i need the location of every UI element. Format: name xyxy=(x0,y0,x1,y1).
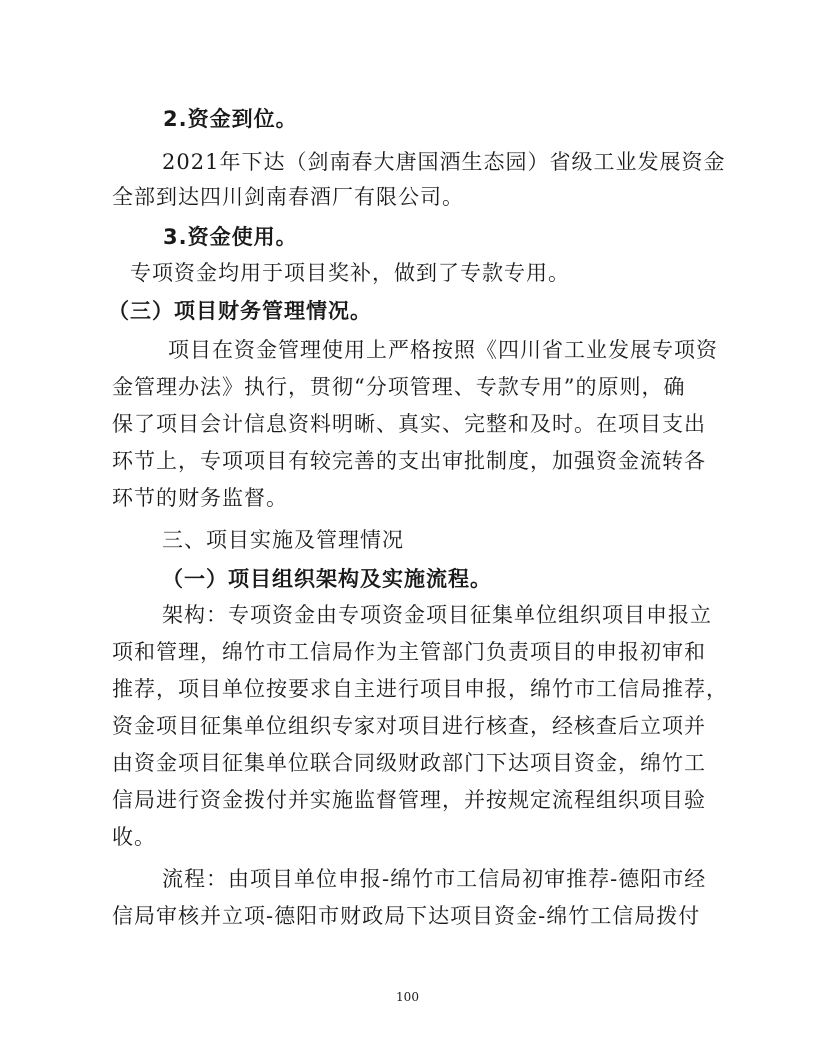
section-funds-use-heading: 3.资金使用。 xyxy=(163,225,298,249)
paragraph-line: 全部到达四川剑南春酒厂有限公司。 xyxy=(112,185,464,209)
paragraph-line: 流程：由项目单位申报-绵竹市工信局初审推荐-德阳市经 xyxy=(162,867,707,891)
paragraph-line: 保了项目会计信息资料明晰、真实、完整和及时。在项目支出 xyxy=(112,412,706,436)
section-org-heading: （一）项目组织架构及实施流程。 xyxy=(162,567,492,591)
paragraph-line: 项和管理，绵竹市工信局作为主管部门负责项目的申报初审和 xyxy=(112,640,706,664)
paragraph-line: 环节上，专项项目有较完善的支出审批制度，加强资金流转各 xyxy=(112,449,706,473)
paragraph-line: 环节的财务监督。 xyxy=(112,486,288,510)
paragraph-line: 项目在资金管理使用上严格按照《四川省工业发展专项资 xyxy=(168,338,718,362)
paragraph-line: 信局审核并立项-德阳市财政局下达项目资金-绵竹工信局拨付 xyxy=(112,904,701,928)
paragraph-line: 信局进行资金拨付并实施监督管理，并按规定流程组织项目验 xyxy=(112,788,706,812)
paragraph-line: 架构：专项资金由专项资金项目征集单位组织项目申报立 xyxy=(162,603,712,627)
chapter-heading: 三、项目实施及管理情况 xyxy=(162,528,404,552)
section-funds-arrival-heading: 2.资金到位。 xyxy=(163,107,298,131)
paragraph-line: 推荐，项目单位按要求自主进行项目申报，绵竹市工信局推荐， xyxy=(112,677,728,701)
page-number: 100 xyxy=(396,990,419,1004)
section-financial-mgmt-heading: （三）项目财务管理情况。 xyxy=(108,299,372,323)
paragraph-line: 资金项目征集单位组织专家对项目进行核查，经核查后立项并 xyxy=(112,714,706,738)
paragraph-line: 由资金项目征集单位联合同级财政部门下达项目资金，绵竹工 xyxy=(112,751,706,775)
paragraph-line: 金管理办法》执行，贯彻“分项管理、专款专用”的原则，确 xyxy=(112,375,686,399)
paragraph-line: 收。 xyxy=(112,825,156,849)
paragraph-line: 2021年下达（剑南春大唐国酒生态园）省级工业发展资金 xyxy=(162,150,726,174)
paragraph-line: 专项资金均用于项目奖补，做到了专款专用。 xyxy=(130,261,570,285)
